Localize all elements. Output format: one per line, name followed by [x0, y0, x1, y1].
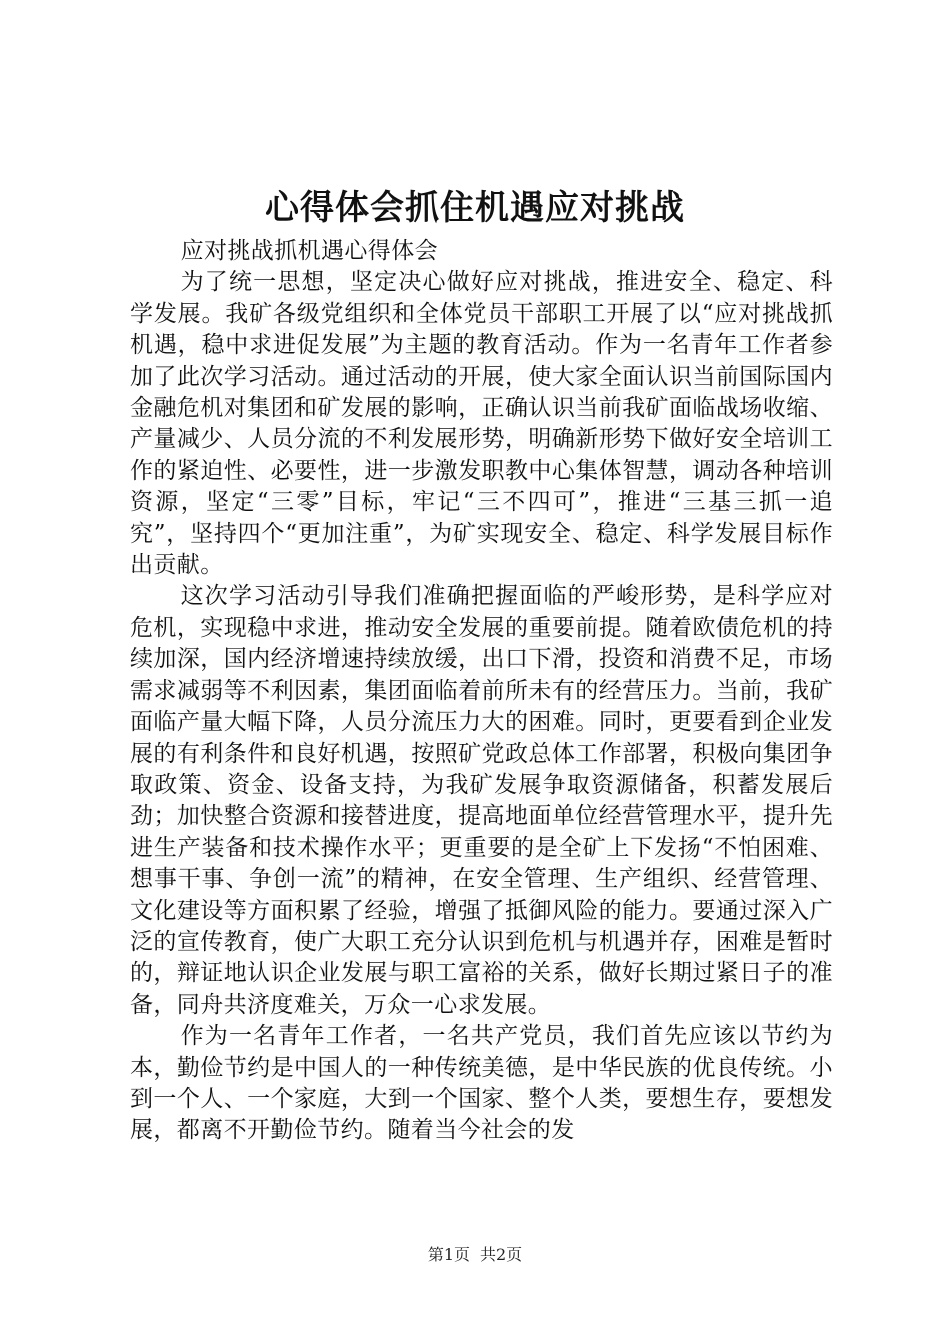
page-number: 第1页: [427, 1245, 470, 1264]
page-total: 共2页: [480, 1245, 523, 1264]
body-paragraph-2: 这次学习活动引导我们准确把握面临的严峻形势，是科学应对危机，实现稳中求进，推动安全发展的重要前提。随着欧债危机的持续加深，国内经济增速持续放缓，出口下滑，投资和消费不足，市场需求减弱等不利因素，集团面临着前所未有的经营压力。当前，我矿面临产量大幅下降，人员分流压力大的困难。同时，更要看到企业发展的有利条件和良好机遇，按照矿党政总体工作部署，积极向集团争取政策、资金、设备支持，为我矿发展争取资源储备，积蓄发展后劲；加快整合资源和接替进度，提高地面单位经营管理水平，提升先进生产装备和技术操作水平；更重要的是全矿上下发扬“不怕困难、想事干事、争创一流”的精神，在安全管理、生产组织、经营管理、文化建设等方面积累了经验，增强了抵御风险的能力。要通过深入广泛的宣传教育，使广大职工充分认识到危机与机遇并存，困难是暂时的，辩证地认识企业发展与职工富裕的关系，做好长期过紧日子的准备，同舟共济度难关，万众一心求发展。: [130, 583, 833, 1018]
document-title: 心得体会抓住机遇应对挑战: [265, 188, 685, 228]
body-paragraph-3: 作为一名青年工作者，一名共产党员，我们首先应该以节约为本，勤俭节约是中国人的一种传统美德，是中华民族的优良传统。小到一个人、一个家庭，大到一个国家、整个人类，要想生存，要想发展，都离不开勤俭节约。随着当今社会的发: [130, 1023, 833, 1144]
document-body: [130, 236, 833, 1147]
subtitle-paragraph: 应对挑战抓机遇心得体会: [180, 238, 438, 264]
body-paragraph-1: 为了统一思想，坚定决心做好应对挑战，推进安全、稳定、科学发展。我矿各级党组织和全体党员干部职工开展了以“应对挑战抓机遇，稳中求进促发展”为主题的教育活动。作为一名青年工作者参加了此次学习活动。通过活动的开展，使大家全面认识当前国际国内金融危机对集团和矿发展的影响，正确认识当前我矿面临战场收缩、产量减少、人员分流的不利发展形势，明确新形势下做好安全培训工作的紧迫性、必要性，进一步激发职教中心集体智慧，调动各种培训资源，坚定“三零”目标，牢记“三不四可”，推进“三基三抓一追究”，坚持四个“更加注重”，为矿实现安全、稳定、科学发展目标作出贡献。: [130, 269, 833, 579]
page-footer: [0, 1243, 950, 1267]
